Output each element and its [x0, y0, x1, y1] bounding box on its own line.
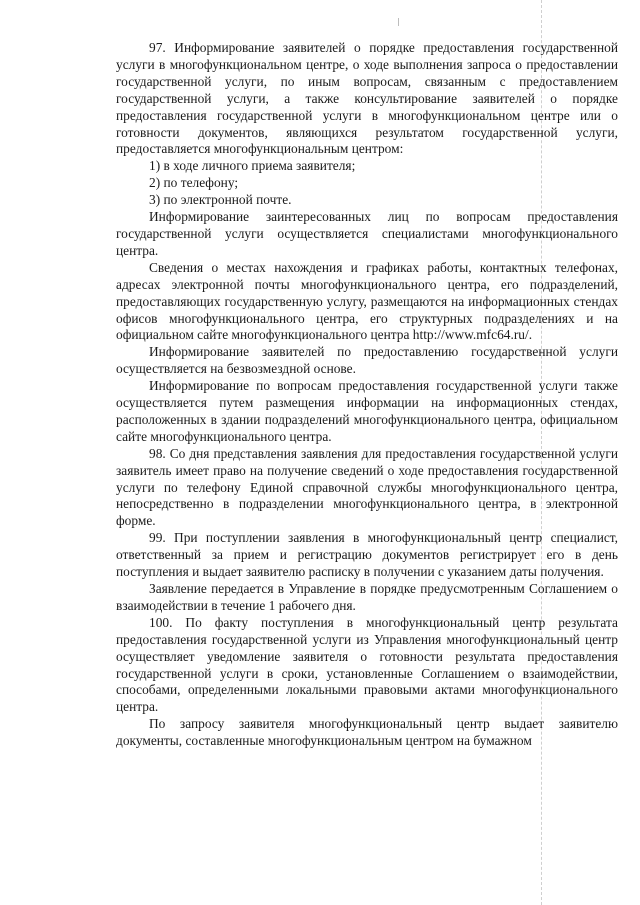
paragraph-request: По запросу заявителя многофункциональный центр выдает заявителю документы, составленные многофункциональным центром на бумажном: [116, 716, 618, 749]
list-item-in-person: 1) в ходе личного приема заявителя;: [149, 158, 356, 174]
paragraph-98: 98. Со дня представления заявления для предоставления государственной услуги заявитель имеет право на получение сведений о ходе предоставления государственной услуги по телефону Единой справочной службы многофункционального центра, непосредственно в подразделении многофункционального центра, в электронной форме.: [116, 445, 618, 529]
document-body: [116, 40, 618, 750]
list-item-email: 3) по электронной почте.: [149, 192, 292, 208]
paragraph-99: 99. При поступлении заявления в многофункциональный центр специалист, ответственный за прием и регистрацию документов регистрирует его в день поступления и выдает заявителю расписку в получении с указанием даты получения.: [116, 530, 618, 580]
paragraph-100: 100. По факту поступления в многофункциональный центр результата предоставления государственной услуги из Управления многофункциональный центр осуществляет уведомление заявителя о готовности результата предоставления государственной услуги в сроки, установленные Соглашением о взаимодействии, способами, определенными локальными правовыми актами многофункционального центра.: [116, 614, 618, 715]
list-item-phone: 2) по телефону;: [149, 175, 239, 191]
paragraph-97: 97. Информирование заявителей о порядке предоставления государственной услуги в многофункциональном центре, о ходе выполнения запроса о предоставлении государственной услуги, по иным вопросам, связанным с предоставлением государственной услуги, а также консультирование заявителей о порядке предоставления государственной услуги в многофункциональном центре или о готовности документов, являющихся результатом государственной услуги, предоставляется многофункциональным центром:: [116, 40, 618, 157]
scan-mark: [398, 18, 399, 26]
paragraph-free-of-charge: Информирование заявителей по предоставлению государственной услуги осуществляется на безвозмездной основе.: [116, 344, 618, 377]
paragraph-stands: Информирование по вопросам предоставления государственной услуги также осуществляется путем размещения информации на информационных стендах, расположенных в здании подразделений многофункционального центра, официальном сайте многофункционального центра.: [116, 378, 618, 444]
paragraph-transfer: Заявление передается в Управление в порядке предусмотренным Соглашением о взаимодействии в течение 1 рабочего дня.: [116, 581, 618, 613]
paragraph-informing-interested: Информирование заинтересованных лиц по вопросам предоставления государственной услуги осуществляется специалистами многофункционального центра.: [116, 209, 618, 258]
paragraph-locations: Сведения о местах нахождения и графиках работы, контактных телефонах, адресах электронной почты многофункционального центра, его подразделений, предоставляющих государственную услугу, размещаются на информационных стендах офисов многофункционального центра, его структурных подразделениях и на официальном сайте многофункционального центра http://www.mfc64.ru/.: [116, 259, 618, 343]
